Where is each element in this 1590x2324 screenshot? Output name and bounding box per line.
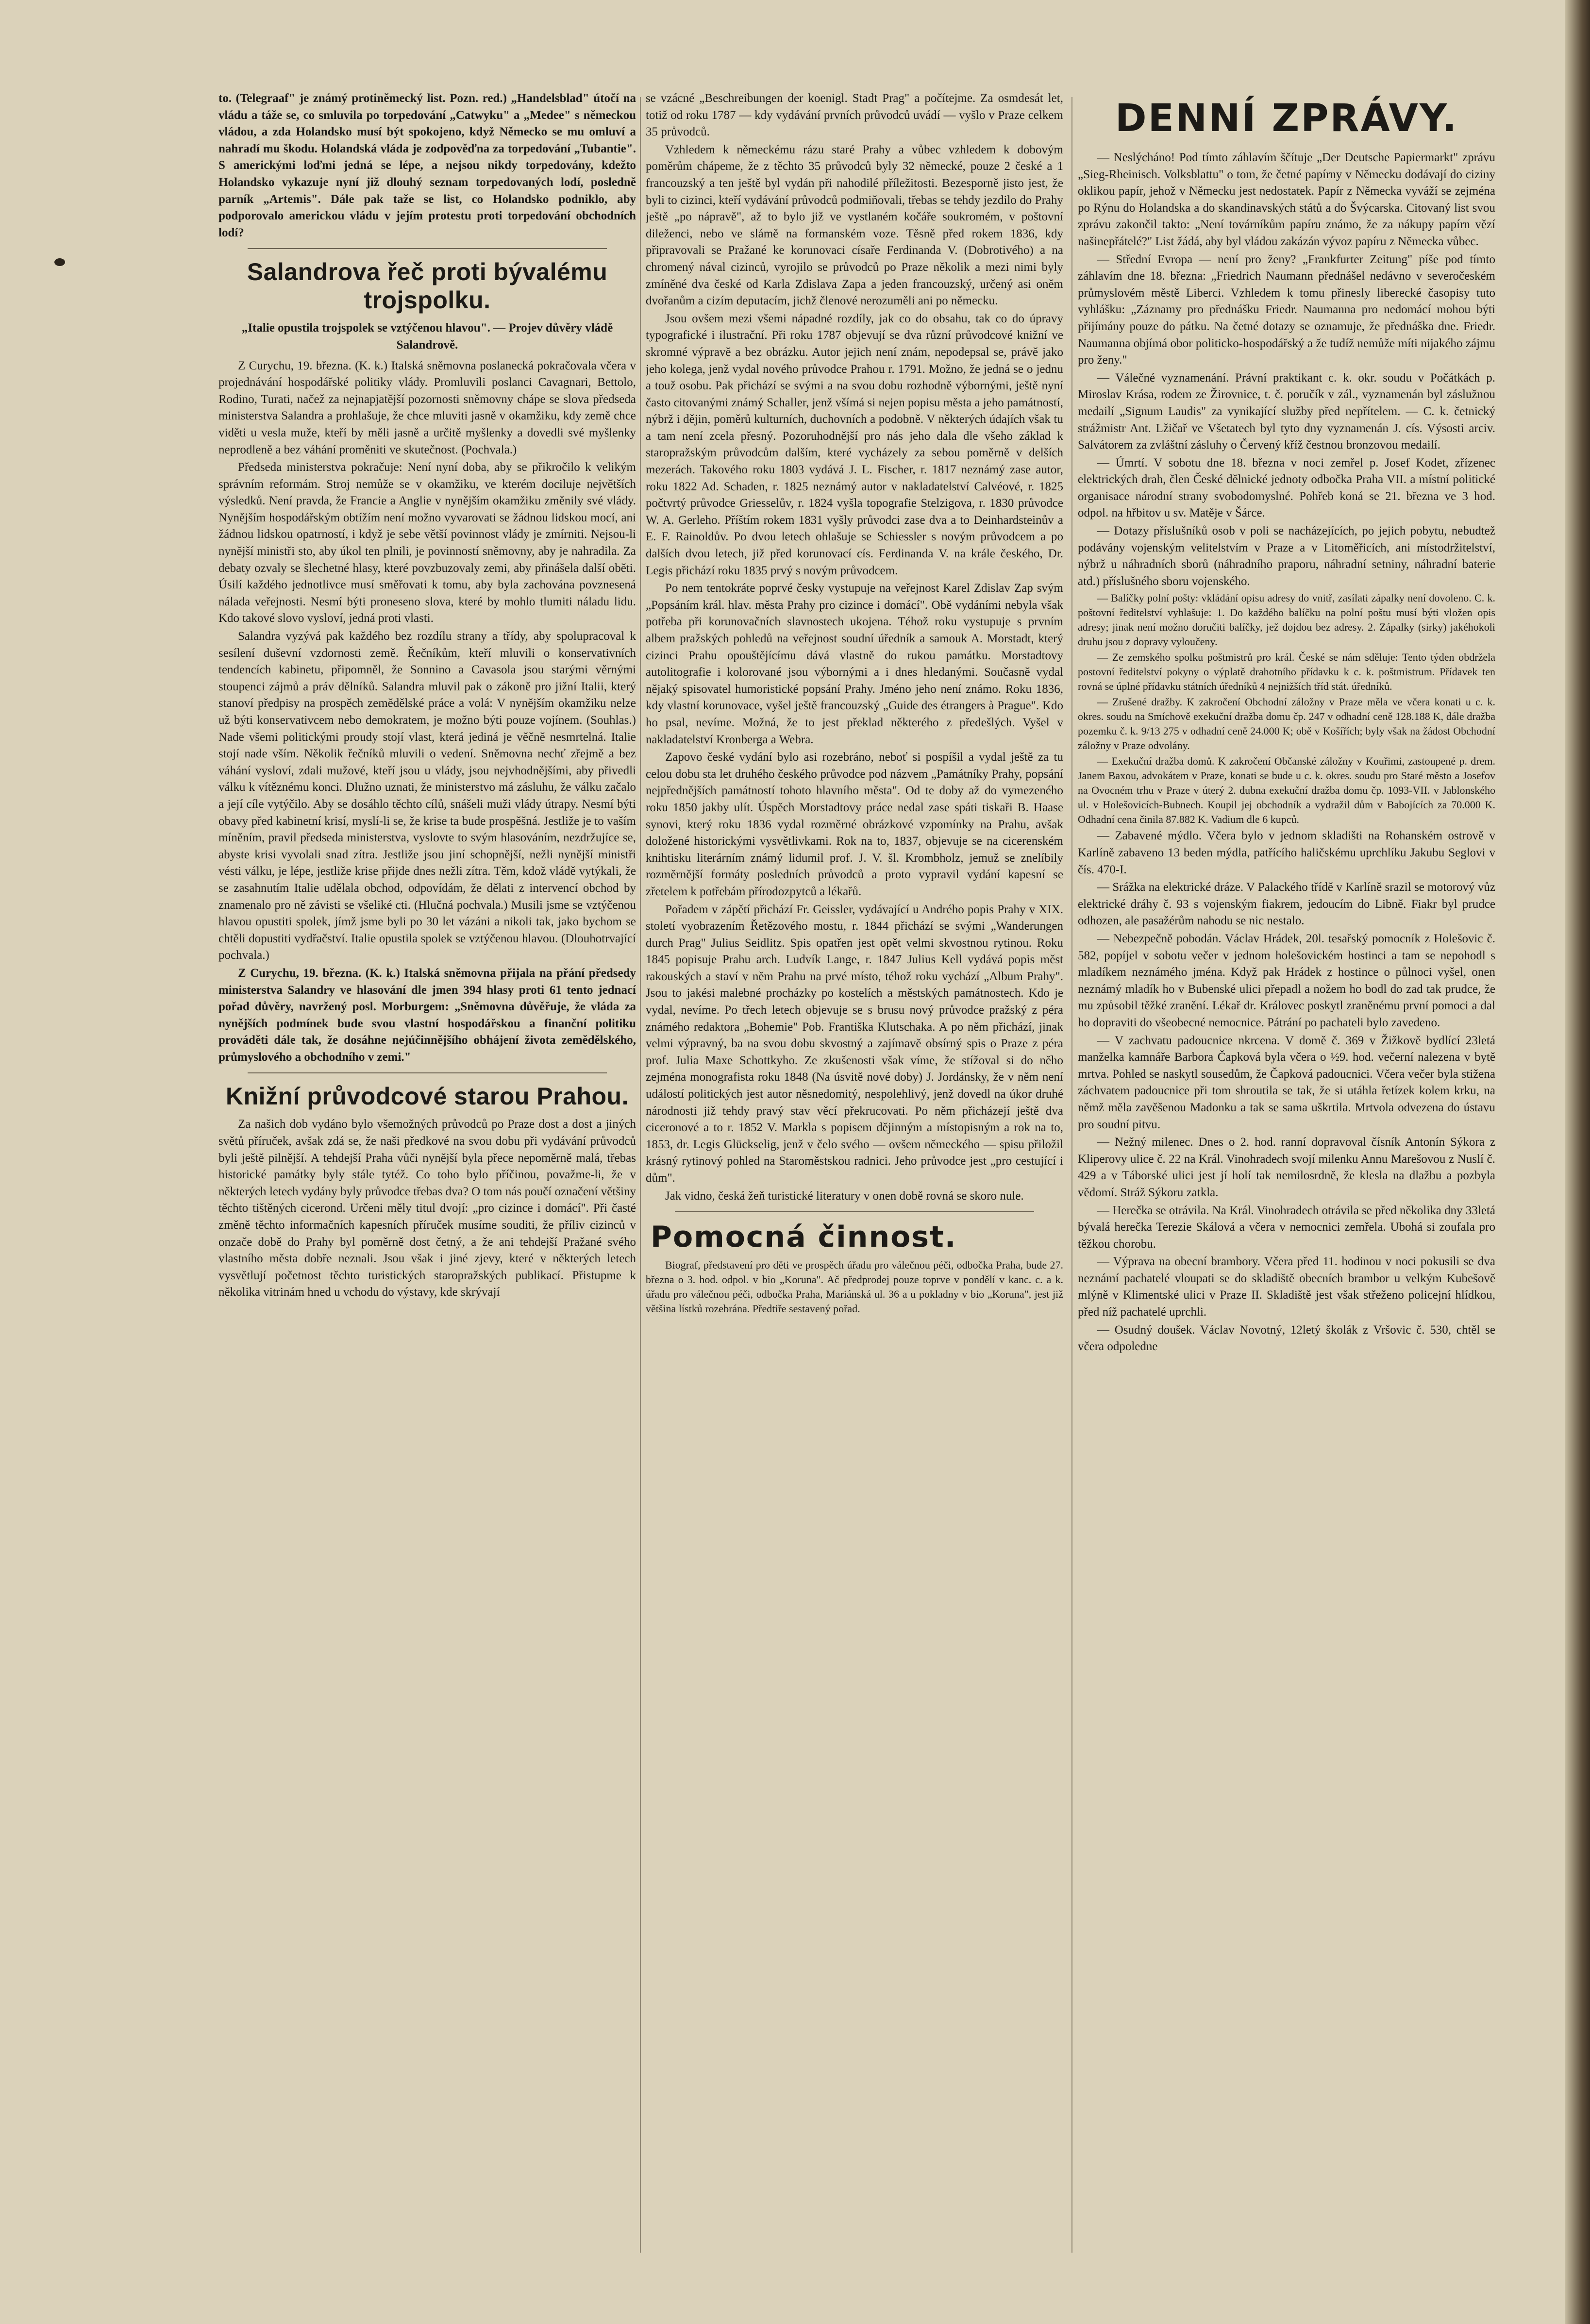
article-paragraph: Zapovo české vydání bylo asi rozebráno, neboť si pospíšil a vydal ještě za tu celou dobu sta let druhého českého průvodce pod názvem „Památníky Prahy, popsání nejpřednějších památností tohoto hlavního města". Od te doby až do vymezeného roku 1850 jakby ulít. Úspěch Morstadtovy práce nedal zase spáti tiskaři B. Haase synovi, který roku 1836 vydal rozměrné obrázkové vzpomínky na Prahu, avšak doložené historickými vysvětlivkami. Rok na to, 1837, objevuje se na cicerenském knihtisku literárním známý lidumil prof. J. V. šl. Krombholz, jemuž se znelíbily rozměrnější formáty posledních průvodců a proto vypravil vydání kapesní se zřetelem k potřebám přírodozpytců a lékařů. [646, 751, 1063, 898]
column-middle [646, 90, 1063, 2275]
news-item: — Osudný doušek. Václav Novotný, 12letý školák z Vršovic č. 530, chtěl se včera odpoledne [1078, 1323, 1495, 1354]
subheadline-salandra: „Italie opustila trojspolek se vztýčenou hlavou". — Projev důvěry vládě Salandrově. [241, 321, 613, 351]
divider [248, 1072, 607, 1073]
headline-salandra: Salandrova řeč proti bývalému trojspolku. [247, 258, 608, 314]
news-item: — Ze zemského spolku poštmistrů pro král. České se nám sděluje: Tento týden obdržela postovní ředitelství pokyny o výplatě drahotního přídavku k c. k. poštmistrum. Přídavek ten rovná se úplné přídavku státních úředníků 4 nejnižších tříd stát. úředníků. [1078, 651, 1495, 693]
article-paragraph: Biograf, představení pro děti ve prospěch úřadu pro válečnou péči, odbočka Praha, bude 27. března o 3. hod. odpol. v bio „Koruna". Ač předprodej pouze toprve v pondělí v kanc. c. a k. úřadu pro válečnou péči, odbočka Praha, Mariánská ul. 36 a u pokladny v bio „Koruna", jest již většina lístků rozebrána. Předtiře sestavený pořad. [646, 1259, 1063, 1315]
headline-pomocna-cinnost: Pomocná činnost. [651, 1220, 957, 1254]
news-item: — V zachvatu padoucnice nkrcena. V domě č. 369 v Žižkově bydlící 23letá manželka kamnáře Barbora Čapková byla včera o ½9. hod. večerní nalezena v bytě mrtva. Pohled se naskytl sousedům, že Čapková padoucnici. Včera večer byla stižena záchvatem padoucnice při tom shroutila se tak, že si utáhla řetízek kolem krku, na němž měla zavěšenou Madonku a tak se sama uškrtila. Mrtvola odvezena do ústavu pro soudní pitvu. [1078, 1034, 1495, 1131]
page-edge [1565, 0, 1590, 2324]
divider [248, 248, 607, 249]
news-item: — Herečka se otrávila. Na Král. Vinohradech otrávila se před několika dny 33letá bývalá herečka Terezie Skálová a včera v nemocnici zemřela. Ubohá si zoufala pro těžkou chorobu. [1078, 1204, 1495, 1251]
news-item: — Exekuční dražba domů. K zakročení Občanské záložny v Kouřimi, zastoupené p. drem. Janem Baxou, advokátem v Praze, konati se bude u c. k. okres. soudu pro Staré město a Josefov na Ovocném trhu v Praze v úterý 2. dubna exekuční dražba domu čp. 1093-VII. v Jablonského ul. v Holešovicích-Bubnech. Koupil jej obchodník a vydražil dům v Babojících za 70.000 K. Odhadní cena činila 87.882 K. Vadium dle 6 kupců. [1078, 755, 1495, 826]
column-left [218, 90, 636, 2275]
section-masthead: DENNÍ ZPRÁVY. [1115, 97, 1458, 140]
news-item: — Úmrtí. V sobotu dne 18. března v noci zemřel p. Josef Kodet, zřízenec elektrických drah, člen České dělnické jednoty odbočka Praha VII. a místní politické organisace národní strany svobodomyslné. Pohřeb koná se 21. března ve 3 hod. odpol. na hřbitov u sv. Matěje v Šárce. [1078, 456, 1495, 520]
headline-pruvodcove: Knižní průvodcové starou Prahou. [226, 1083, 629, 1110]
article-paragraph: Salandra vyzývá pak každého bez rozdílu strany a třídy, aby spolupracoval k sesílení duševní vzdornosti země. Řečníkům, kteří mluvili o konservativních tendencích kabinetu, připomněl, že Sonnino a Cavasola jsou starými věrnými stoupenci zájmů a práv dělníků. Salandra mluvil pak o zákoně pro jižní Italii, který stanoví předpisy na prospěch zemědělské práce a volá: V nynějším okamžiku nelze už býti konservativcem nebo demokratem, je možno býti pouze vojínem. (Souhlas.) Nade všemi politickými proudy stojí vlast, která jediná je věčně nesmrtelná. Italie stojí nade vším. Několik řečníků mluvili o vedení. Sněmovna nechť zřejmě a bez váhání vysloví, zdali mužové, kteří jsou u vlády, jsou nejvhodnějšími, aby přivedli válku k vítěznému konci. Dlužno uznati, že ministerstvo má zásluhu, že válku začalo a její cíle vytýčilo. Aby se dosáhlo těchto cílů, snášeli muži vlády útrapy. Nesmí býti obavy před kabinetní krisí, myslí-li se, že krise ta bude prospěšná. Jestliže je to vaším míněním, pravil předseda ministerstva, vyslovte to svým hlasováním, nezdržujíce se, abyste krisi vyvolali snad zítra. Jestliže jsou jiní schopnější, nežli nynější ministři vésti válku, je lépe, jestliže krise přijde dnes nežli zítra. Těm, kdož vládě vytýkali, že se zasahnutím Italie udělala obchod, odpovídám, že dělati z intervencí obchod by znamenalo pro ně závisti se všeliké cti. (Hlučná pochvala.) Musili jsme se vztýčenou hlavou opustiti spolek, jímž jsme byli po 30 let vázáni a nikoli tak, jako bychom se chtěli dopustiti vydřačství. Italie opustila spolek se vztýčenou hlavou. (Dlouhotrvající pochvala.) [218, 630, 636, 962]
news-item: — Nežný milenec. Dnes o 2. hod. ranní dopravoval čísník Antonín Sýkora z Kliperovy ulice č. 22 na Král. Vinohradech svojí milenku Annu Marešovou z Nuslí č. 429 a v Táborské ulici jest jí holí tak nemilosrdně, že klesla na dlažbu a pozbyla vědomí. Stráž Sýkoru zatkla. [1078, 1136, 1495, 1199]
article-paragraph: se vzácné „Beschreibungen der koenigl. Stadt Prag" a počítejme. Za osmdesát let, totiž od roku 1787 — kdy vydávání prvních průvodců uvádí — vyšlo v Praze celkem 35 průvodců. [646, 92, 1063, 139]
article-paragraph: Z Curychu, 19. března. (K. k.) Italská sněmovna poslanecká pokračovala včera v projednávání hospodářské politiky vlády. Promluvili poslanci Cavagnari, Bettolo, Rodino, Turati, načež za nejnapjatější pozornosti sněmovny chápe se slova předseda ministerstva Salandra a prohlašuje, že chce mluviti jasně v okamžiku, kdy země chce viděti u vesla muže, kteří by měli jasně a určitě myšlenky a dovedli své myšlenky neprodleně a bez váhání proměniti ve skutečnost. (Pochvala.) [218, 359, 636, 456]
article-paragraph: Předseda ministerstva pokračuje: Není nyní doba, aby se přikročilo k velikým správním reformám. Stroj nemůže se v okamžiku, ve kterém dociluje největších výsledků. Není pravda, že Francie a Anglie v nynějším okamžiku změnily své vlády. Nynějším hospodářským obtížím není možno vyvarovati se žádnou lidskou mocí, ani žádnou lidskou opatrností, i když je sebe větší povinnost vlády je zmírniti. Nejsou-li nynější ministři sto, aby úkol ten plnili, je povinností sněmovny, aby je nahradila. Za debaty ozvaly se šlechetné hlasy, které povzbuzovaly zemi, aby přinášela další oběti. Úsilí každého jednotlivce musí směřovati k tomu, aby byla zachována povznesená nálada veřejnosti. Nesmí býti proneseno slova, které by mohlo tlumiti náladu lidu. Kdo takové slovo vysloví, jedná proti vlasti. [218, 461, 636, 625]
news-item: — Nebezpečně pobodán. Václav Hrádek, 20l. tesařský pomocník z Holešovic č. 582, popíjel v sobotu večer v jednom holešovickém hostinci a tam se nepohodl s mladíkem neznámého jména. Když pak Hrádek z hostince o půlnoci vyšel, onen neznámý mladík ho v Bubenské ulici přepadl a nožem ho bodl do zad tak prudce, že mu způsobil těžké zranění. Lékař dr. Královec poskytl zraněnému první pomoci a dal ho dopraviti do všeobecné nemocnice. Pátrání po pachateli bylo zavedeno. [1078, 932, 1495, 1029]
article-paragraph: Za našich dob vydáno bylo všemožných průvodců po Praze dost a dost a jiných světů příruček, avšak zdá se, že naši předkové na svou dobu při vydávání průvodců byli ještě pilnější. A tehdejší Praha vůči nynější byla přece nepoměrně malá, třebas historické památky byly stále tytéž. Co toho bylo příčinou, považme-li, že v některých letech vydány byly průvodce třebas dva? O tom nás poučí označení většiny těchto tištěných cicerond. Určeni měly titul dvojí: „pro cizince i domácí". Při časté změně těchto informačních kapesních příruček musíme souditi, že příliv cizinců v onzače době do Prahy byl poměrně dost četný, a že ani tehdejší Pražané svého vlastního města dobře neznali. Jsou však i jiné zjevy, které v některých letech vysvětlují početnost těchto turistických staropražských publikací. Přistupme k několika vitrinám hned u vchodu do výstavy, kde skrývají [218, 1118, 636, 1299]
article-paragraph: Vzhledem k německému rázu staré Prahy a vůbec vzhledem k dobovým poměrům chápeme, že z těchto 35 průvodců byly 32 německé, pouze 2 české a 1 francouzský a ten ještě byl vydán při nahodilé příležitosti. Bezesporně jisto jest, že byli to cizinci, kteří vydávání průvodců podmiňovali, třebas se tehdy jezdilo do Prahy ještě „po nápravě", až to bylo již ve vystlaném kočáře soukromém, v poštovní dileženci, nebo ve slámě na formanském voze. Těsně před rokem 1836, kdy připravovali se Pražané ke korunovaci císaře Ferdinanda V. (Dobrotivého) a na chromený nával cizinců, vyrojilo se průvodců po Praze několik a mezi nimi byly zmíněné dva české od Karla Zdislava Zapa a jeden francouzský, určený asi oněm dvořanům a cizím deputacím, jichž členové nerozuměli ani po německu. [646, 143, 1063, 308]
news-item: — Střední Evropa — není pro ženy? „Frankfurter Zeitung" píše pod tímto záhlavím dne 18. března: „Friedrich Naumann přednášel nedávno v severočeském průmyslovém městě Liberci. Vzhledem k tomu přinesly liberecké časopisy tuto vyhlášku: „Záznamy pro přednášku Friedr. Naumanna pro nedomácí mohou býti přijímány pouze do pátku. Na četné dotazy se oznamuje, že přednáška dne. Friedr. Naumanna objímá obor politicko-hospodářský a že tudíž nemůže míti nijakého zájmu pro ženy." [1078, 252, 1495, 367]
article-paragraph: Jsou ovšem mezi všemi nápadné rozdíly, jak co do obsahu, tak co do úpravy typografické i ilustrační. Při roku 1787 objevují se dva různí průvodcové knižní ve skromné výpravě a bez obrázku. Autor jejich není znám, nepodepsal se, právě jako jeho kolega, jenž vydal nového průvodce Prahou r. 1791. Možno, že jedná se o jednu a touž osobu. Pak přichází se svými a na svou dobu rozhodně výbornými, ještě nyní často citovanými známý Schaller, jenž všímá si nejen popisu města a jeho památností, nýbrž i dějin, poměrů kulturních, duchovních a podobně. V některých údajích však tu a tam není zcela přesný. Pozoruhodnější pro nás jeho dala dle všeho základ k staropražským průvodcům dalším, které vycházely za sebou poměrně v delších mezerách. Takového roku 1803 vydává J. L. Fischer, r. 1817 neznámý zase autor, roku 1822 Ad. Schaden, r. 1825 neznámý autor v nakladatelství Calvéové, r. 1825 počtvrtý průvodce Griesselův, r. 1824 vyšla topografie Stelzigova, r. 1830 průvodce W. A. Gerleho. Příštím rokem 1831 vyšly průvodci zase dva a to Deinhardsteinův a E. F. Rainoldův. Po dvou letech ohlašuje se Schiessler s novým průvodcem a po dalších dvou letech, již před korunovací cís. Ferdinanda V. na krále českého, Dr. Legis přichází roku 1835 prvý s novým průvodcem. [646, 312, 1063, 577]
binding-hole [54, 258, 65, 266]
news-item: — Neslýcháno! Pod tímto záhlavím ščítuje „Der Deutsche Papiermarkt" zprávu „Sieg-Rheinisch. Volksblattu" o tom, že četné papírny v Německu dodávají do ciziny oklikou papír, jehož v Německu jest nedostatek. Papír z Německa vyváží se zejména po Rýnu do Holandska a do skandinavských států a do Švýcarska. Citovaný list svou zprávu zakončil takto: „Není továrníkům papíru známo, že za nákupy papírn vězí našinepřátelé?" List žádá, aby byl vládou zakázán vývoz papíru z Německa vůbec. [1078, 151, 1495, 248]
news-item: — Výprava na obecní brambory. Včera před 11. hodinou v noci pokusili se dva neznámí pachatelé vloupati se do skladiště obecních brambor u velkým Kubešově mlýně v Klimentské ulici v Praze II. Skladiště jest však střeženo policejní hlídkou, před níž pachatelé uprchli. [1078, 1255, 1495, 1319]
news-item: — Srážka na elektrické dráze. V Palackého třídě v Karlíně srazil se motorový vůz elektrické dráhy č. 93 s vojenským fiakrem, jedoucím do Libně. Fiakr byl prudce odhozen, ale pasažérům nahodu se nic nestalo. [1078, 881, 1495, 928]
article-paragraph: Jak vidno, česká žeň turistické literatury v onen době rovná se skoro nule. [665, 1189, 1024, 1203]
divider [675, 1211, 1034, 1212]
column-right [1078, 90, 1495, 2275]
news-item: — Válečné vyznamenání. Právní praktikant c. k. okr. soudu v Počátkách p. Miroslav Krása, rodem ze Žirovnice, t. č. poručík v zál., vyznamenán byl záslužnou medailí „Signum Laudis" za vynikající služby před nepřítelem. — C. k. četnický strážmistr Ant. Lžičař ve Všetatech byl tyto dny vyznamenán J. cís. Výsosti arciv. Salvátorem za zvláštní zásluhy o Červený kříž čestnou bronzovou medailí. [1078, 371, 1495, 452]
article-paragraph: Z Curychu, 19. března. (K. k.) Italská sněmovna přijala na přání předsedy ministerstva Salandry ve hlasování dle jmen 394 hlasy proti 61 tento jednací pořad důvěry, navržený posl. Morburgem: „Sněmovna důvěřuje, že vláda za nynějších podmínek bude svou vlastní hospodářskou a finanční politiku prováděti dále tak, že dosáhne nejúčinnějšího obhájení života zemědělského, průmyslového a obchodního v zemi." [218, 966, 636, 1064]
news-item: — Dotazy příslušníků osob v poli se nacházejících, po jejich pobytu, nebudtež podávány vojenským velitelstvím v Praze a v Litoměřicích, ani místodržitelství, nýbrž u náhradních sborů (náhradního praporu, náhradní setniny, náhradní baterie atd.) příslušného sboru vojenského. [1078, 524, 1495, 588]
news-item: — Zrušené dražby. K zakročení Obchodní záložny v Praze měla ve včera konati u c. k. okres. soudu na Smíchově exekuční dražba domu čp. 247 v odhadní ceně 128.188 K, dále dražba pozemku č. k. 9/13 275 v odhadní ceně 24.000 K; obě v Košířích; byly však na žádost Obchodní záložny v Praze odvolány. [1078, 696, 1495, 752]
article-paragraph: Po nem tentokráte poprvé česky vystupuje na veřejnost Karel Zdislav Zap svým „Popsáním král. hlav. města Prahy pro cizince i domácí". Obě vydáními nebyla však potřeba při korunovačních slavnostech ukojena. Téhož roku vystupuje s prvním albem pražských pohledů na veřejnost soudní úředník a samouk A. Morstadt, který cizinci Prahu opouštějícímu dává vlastně do rukou památku. Morstadtovy autolitografie i kolorované jsou výbornými a i dnes hledanými. Současně vydal nějaký spisovatel humoristické popsání Prahy. Jméno jeho není známo. Roku 1836, kdy vlastní korunovace, vyšel ještě francouzský „Guide des étrangers à Prague". Kdo ho psal, nevíme. Možná, že to jest překlad některého z předešlých. Vyšel v nakladatelství Kronberga a Webra. [646, 582, 1063, 746]
article-paragraph: Pořadem v zápětí přichází Fr. Geissler, vydávající u Andrého popis Prahy v XIX. století vyobrazením Řetězového mostu, r. 1844 přichází se svými „Wanderungen durch Prag" Julius Seidlitz. Spis opatřen jest opět velmi skvostnou rytinou. Roku 1845 popisuje Prahu arch. Ludvík Lange, r. 1847 Julius Kell vydává popis měst rakouských a staví v něm Prahu na prvé místo, téhož roku vychází „Album Prahy". Jsou to jakési malebné procházky po kostelích a městských památnostech. Kdo je vydal, nevíme. Po třech letech objevuje se s brusu nový průvodce pražský z péra známého redaktora „Bohemie" Pob. Františka Klutschaka. A po něm přichází, jinak velmi výpravný, ba na svou dobu skvostný a zajímavě obsírný spis o Praze z péra prof. Julia Maxe Schottkyho. Ze zkušenosti však víme, že stížoval si do něho zejména monografista roku 1848 (Na úsvitě nové doby) J. Jordánsky, že v něm není událostí politických jest autor něsnedomitý, nespolehlivý, jenž dovedl na úkor druhé národnosti již tehdy pravý stav věcí překrucovati. Po něm přicházejí ještě dva ciceronové a to r. 1852 V. Markla s popisem dějinným a místopisným a rok na to, 1853, dr. Legis Glückselig, jenž v čelo svého — ovšem německého — spisu přiložil krásný rytinový pohled na Staroměstskou radnici. Jeho průvodce jest „pro cestující i dům". [646, 903, 1063, 1185]
column-rule [1071, 97, 1072, 2253]
news-item: — Balíčky polní pošty: vkládání opisu adresy do vnitř, zasílati zápalky není dovoleno. C. k. poštovní ředitelství vyhlašuje: 1. Do každého balíčku na polní poštu musí býti vložen opis adresy; jinak není možno doručiti balíčky, jež dojdou bez adresy. 2. Zápalky (sirky) jakéhokoli druhu jsou z dopravy vyloučeny. [1078, 592, 1495, 648]
article-continuation: to. (Telegraaf" je známý protiněmecký list. Pozn. red.) „Handelsblad" útočí na vládu a táže se, co smluvila po torpedování „Catwyku" a „Medee" s německou vládou, a zda Holandsko musí být spokojeno, když Německo se mu omluví a nahradí mu škodu. Holandská vláda je zodpověďna za torpedování „Tubantie". S americkými loďmi jedná se lépe, a nejsou nikdy torpedovány, kdežto Holandsko vykazuje nyní již dlouhý seznam torpedovaných lodí, posledně parník „Artemis". Dále pak taže se list, co Holandsko podniklo, aby podporovalo americkou vládu v jejím protestu proti torpedování obchodních lodí? [218, 92, 636, 239]
column-rule [640, 97, 641, 2253]
news-item: — Zabavené mýdlo. Včera bylo v jednom skladišti na Rohanském ostrově v Karlíně zabaveno 13 beden mýdla, patřícího haličskému uprchlíku Jakubu Seglovi v čís. 470-I. [1078, 829, 1495, 876]
